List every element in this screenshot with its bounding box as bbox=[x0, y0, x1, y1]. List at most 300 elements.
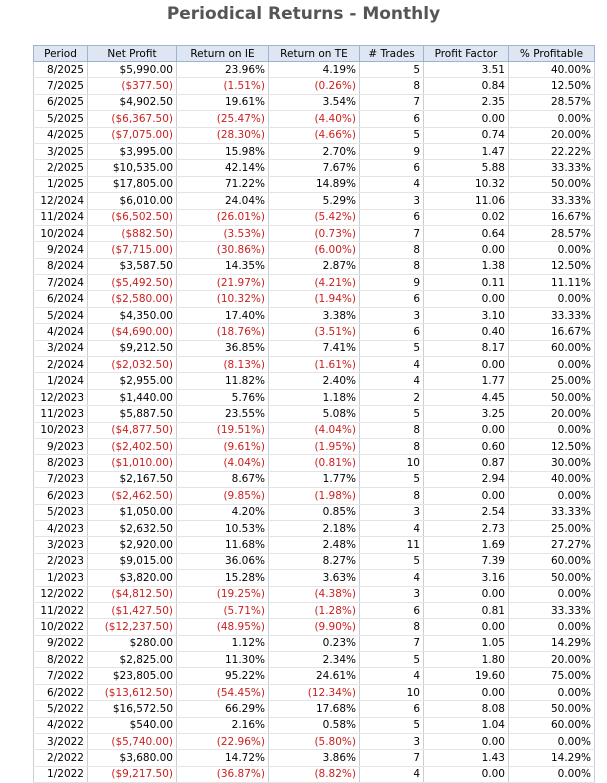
trades-cell: 5 bbox=[360, 127, 424, 143]
period-cell: 4/2025 bbox=[34, 127, 88, 143]
return-on-ie-cell: 23.96% bbox=[177, 62, 269, 78]
trades-cell: 9 bbox=[360, 143, 424, 159]
net-profit-cell: ($7,075.00) bbox=[88, 127, 177, 143]
trades-cell: 11 bbox=[360, 537, 424, 553]
profit-factor-cell: 2.35 bbox=[424, 94, 509, 110]
net-profit-cell: ($4,690.00) bbox=[88, 324, 177, 340]
percent-profitable-cell: 0.00% bbox=[509, 586, 595, 602]
table-row bbox=[34, 570, 595, 586]
header-percent-profitable[interactable]: % Profitable bbox=[509, 46, 595, 62]
trades-cell: 5 bbox=[360, 406, 424, 422]
table-row bbox=[34, 357, 595, 373]
profit-factor-cell: 1.38 bbox=[424, 258, 509, 274]
trades-cell: 3 bbox=[360, 504, 424, 520]
net-profit-cell: $9,015.00 bbox=[88, 553, 177, 569]
percent-profitable-cell: 0.00% bbox=[509, 291, 595, 307]
profit-factor-cell: 0.00 bbox=[424, 766, 509, 782]
net-profit-cell: $3,587.50 bbox=[88, 258, 177, 274]
return-on-te-cell: 2.87% bbox=[269, 258, 360, 274]
net-profit-cell: ($7,715.00) bbox=[88, 242, 177, 258]
profit-factor-cell: 0.00 bbox=[424, 684, 509, 700]
percent-profitable-cell: 0.00% bbox=[509, 684, 595, 700]
percent-profitable-cell: 11.11% bbox=[509, 275, 595, 291]
return-on-te-cell: 3.38% bbox=[269, 307, 360, 323]
period-cell: 9/2023 bbox=[34, 438, 88, 454]
trades-cell: 8 bbox=[360, 242, 424, 258]
return-on-te-cell: (4.38%) bbox=[269, 586, 360, 602]
trades-cell: 8 bbox=[360, 619, 424, 635]
return-on-ie-cell: 11.82% bbox=[177, 373, 269, 389]
return-on-ie-cell: (19.25%) bbox=[177, 586, 269, 602]
period-cell: 1/2022 bbox=[34, 766, 88, 782]
period-cell: 10/2024 bbox=[34, 225, 88, 241]
percent-profitable-cell: 0.00% bbox=[509, 242, 595, 258]
period-cell: 5/2023 bbox=[34, 504, 88, 520]
return-on-te-cell: 2.18% bbox=[269, 520, 360, 536]
percent-profitable-cell: 12.50% bbox=[509, 438, 595, 454]
net-profit-cell: ($6,367.50) bbox=[88, 111, 177, 127]
table-row bbox=[34, 750, 595, 766]
net-profit-cell: $540.00 bbox=[88, 717, 177, 733]
period-cell: 3/2023 bbox=[34, 537, 88, 553]
percent-profitable-cell: 33.33% bbox=[509, 504, 595, 520]
period-cell: 8/2023 bbox=[34, 455, 88, 471]
period-cell: 11/2022 bbox=[34, 602, 88, 618]
trades-cell: 4 bbox=[360, 373, 424, 389]
period-cell: 7/2025 bbox=[34, 78, 88, 94]
percent-profitable-cell: 33.33% bbox=[509, 307, 595, 323]
header-trades[interactable]: # Trades bbox=[360, 46, 424, 62]
trades-cell: 6 bbox=[360, 701, 424, 717]
return-on-ie-cell: 1.12% bbox=[177, 635, 269, 651]
trades-cell: 4 bbox=[360, 357, 424, 373]
return-on-ie-cell: (54.45%) bbox=[177, 684, 269, 700]
table-row bbox=[34, 652, 595, 668]
period-cell: 3/2025 bbox=[34, 143, 88, 159]
trades-cell: 3 bbox=[360, 307, 424, 323]
table-row bbox=[34, 438, 595, 454]
return-on-ie-cell: 11.68% bbox=[177, 537, 269, 553]
percent-profitable-cell: 20.00% bbox=[509, 127, 595, 143]
return-on-te-cell: (8.82%) bbox=[269, 766, 360, 782]
profit-factor-cell: 0.00 bbox=[424, 291, 509, 307]
return-on-ie-cell: (19.51%) bbox=[177, 422, 269, 438]
percent-profitable-cell: 40.00% bbox=[509, 62, 595, 78]
percent-profitable-cell: 75.00% bbox=[509, 668, 595, 684]
period-cell: 10/2022 bbox=[34, 619, 88, 635]
percent-profitable-cell: 50.00% bbox=[509, 701, 595, 717]
trades-cell: 6 bbox=[360, 324, 424, 340]
net-profit-cell: $2,825.00 bbox=[88, 652, 177, 668]
table-row bbox=[34, 619, 595, 635]
return-on-te-cell: 5.29% bbox=[269, 193, 360, 209]
return-on-ie-cell: 15.98% bbox=[177, 143, 269, 159]
period-cell: 2/2024 bbox=[34, 357, 88, 373]
percent-profitable-cell: 25.00% bbox=[509, 373, 595, 389]
return-on-ie-cell: (21.97%) bbox=[177, 275, 269, 291]
period-cell: 7/2022 bbox=[34, 668, 88, 684]
period-cell: 3/2022 bbox=[34, 734, 88, 750]
table-row bbox=[34, 176, 595, 192]
table-row bbox=[34, 127, 595, 143]
return-on-te-cell: 5.08% bbox=[269, 406, 360, 422]
header-net-profit[interactable]: Net Profit bbox=[88, 46, 177, 62]
table-header bbox=[34, 46, 595, 62]
percent-profitable-cell: 40.00% bbox=[509, 471, 595, 487]
header-profit-factor[interactable]: Profit Factor bbox=[424, 46, 509, 62]
trades-cell: 7 bbox=[360, 635, 424, 651]
net-profit-cell: $17,805.00 bbox=[88, 176, 177, 192]
return-on-ie-cell: 14.35% bbox=[177, 258, 269, 274]
trades-cell: 3 bbox=[360, 193, 424, 209]
return-on-te-cell: 7.41% bbox=[269, 340, 360, 356]
table-row bbox=[34, 717, 595, 733]
trades-cell: 5 bbox=[360, 471, 424, 487]
return-on-te-cell: 3.86% bbox=[269, 750, 360, 766]
period-cell: 6/2024 bbox=[34, 291, 88, 307]
period-cell: 2/2022 bbox=[34, 750, 88, 766]
percent-profitable-cell: 25.00% bbox=[509, 520, 595, 536]
period-cell: 2/2023 bbox=[34, 553, 88, 569]
return-on-ie-cell: (25.47%) bbox=[177, 111, 269, 127]
trades-cell: 2 bbox=[360, 389, 424, 405]
table-row bbox=[34, 504, 595, 520]
return-on-ie-cell: (30.86%) bbox=[177, 242, 269, 258]
net-profit-cell: $2,167.50 bbox=[88, 471, 177, 487]
net-profit-cell: $1,050.00 bbox=[88, 504, 177, 520]
period-cell: 8/2025 bbox=[34, 62, 88, 78]
trades-cell: 5 bbox=[360, 340, 424, 356]
period-cell: 5/2024 bbox=[34, 307, 88, 323]
percent-profitable-cell: 28.57% bbox=[509, 225, 595, 241]
return-on-te-cell: 4.19% bbox=[269, 62, 360, 78]
net-profit-cell: $4,350.00 bbox=[88, 307, 177, 323]
return-on-ie-cell: 8.67% bbox=[177, 471, 269, 487]
percent-profitable-cell: 16.67% bbox=[509, 209, 595, 225]
period-cell: 6/2022 bbox=[34, 684, 88, 700]
percent-profitable-cell: 33.33% bbox=[509, 193, 595, 209]
return-on-te-cell: (1.61%) bbox=[269, 357, 360, 373]
table-row bbox=[34, 422, 595, 438]
profit-factor-cell: 1.69 bbox=[424, 537, 509, 553]
table-row bbox=[34, 553, 595, 569]
table-row bbox=[34, 258, 595, 274]
profit-factor-cell: 0.00 bbox=[424, 242, 509, 258]
return-on-ie-cell: 42.14% bbox=[177, 160, 269, 176]
return-on-te-cell: (1.28%) bbox=[269, 602, 360, 618]
trades-cell: 7 bbox=[360, 225, 424, 241]
return-on-ie-cell: (3.53%) bbox=[177, 225, 269, 241]
profit-factor-cell: 0.00 bbox=[424, 734, 509, 750]
percent-profitable-cell: 50.00% bbox=[509, 570, 595, 586]
percent-profitable-cell: 0.00% bbox=[509, 734, 595, 750]
return-on-ie-cell: 5.76% bbox=[177, 389, 269, 405]
trades-cell: 5 bbox=[360, 62, 424, 78]
profit-factor-cell: 2.94 bbox=[424, 471, 509, 487]
trades-cell: 7 bbox=[360, 750, 424, 766]
return-on-ie-cell: (22.96%) bbox=[177, 734, 269, 750]
net-profit-cell: $6,010.00 bbox=[88, 193, 177, 209]
period-cell: 12/2024 bbox=[34, 193, 88, 209]
profit-factor-cell: 3.25 bbox=[424, 406, 509, 422]
profit-factor-cell: 4.45 bbox=[424, 389, 509, 405]
trades-cell: 9 bbox=[360, 275, 424, 291]
table-row bbox=[34, 455, 595, 471]
return-on-te-cell: (1.94%) bbox=[269, 291, 360, 307]
return-on-ie-cell: (28.30%) bbox=[177, 127, 269, 143]
return-on-te-cell: 1.77% bbox=[269, 471, 360, 487]
net-profit-cell: ($6,502.50) bbox=[88, 209, 177, 225]
table-row bbox=[34, 668, 595, 684]
period-cell: 12/2023 bbox=[34, 389, 88, 405]
table-row bbox=[34, 520, 595, 536]
period-cell: 3/2024 bbox=[34, 340, 88, 356]
trades-cell: 8 bbox=[360, 258, 424, 274]
net-profit-cell: ($2,402.50) bbox=[88, 438, 177, 454]
return-on-ie-cell: 66.29% bbox=[177, 701, 269, 717]
return-on-ie-cell: 23.55% bbox=[177, 406, 269, 422]
trades-cell: 5 bbox=[360, 553, 424, 569]
table-row bbox=[34, 324, 595, 340]
return-on-te-cell: (12.34%) bbox=[269, 684, 360, 700]
profit-factor-cell: 0.02 bbox=[424, 209, 509, 225]
return-on-te-cell: 7.67% bbox=[269, 160, 360, 176]
return-on-ie-cell: 2.16% bbox=[177, 717, 269, 733]
profit-factor-cell: 10.32 bbox=[424, 176, 509, 192]
percent-profitable-cell: 22.22% bbox=[509, 143, 595, 159]
return-on-ie-cell: (4.04%) bbox=[177, 455, 269, 471]
table-row bbox=[34, 602, 595, 618]
return-on-te-cell: (4.66%) bbox=[269, 127, 360, 143]
profit-factor-cell: 0.00 bbox=[424, 586, 509, 602]
table-row bbox=[34, 94, 595, 110]
period-cell: 7/2024 bbox=[34, 275, 88, 291]
return-on-te-cell: 14.89% bbox=[269, 176, 360, 192]
percent-profitable-cell: 0.00% bbox=[509, 488, 595, 504]
trades-cell: 8 bbox=[360, 438, 424, 454]
profit-factor-cell: 1.47 bbox=[424, 143, 509, 159]
header-return-on-ie[interactable]: Return on IE bbox=[177, 46, 269, 62]
trades-cell: 6 bbox=[360, 209, 424, 225]
net-profit-cell: ($4,877.50) bbox=[88, 422, 177, 438]
net-profit-cell: $3,820.00 bbox=[88, 570, 177, 586]
profit-factor-cell: 0.81 bbox=[424, 602, 509, 618]
net-profit-cell: $2,920.00 bbox=[88, 537, 177, 553]
period-cell: 1/2024 bbox=[34, 373, 88, 389]
net-profit-cell: $9,212.50 bbox=[88, 340, 177, 356]
return-on-te-cell: (1.95%) bbox=[269, 438, 360, 454]
period-cell: 1/2023 bbox=[34, 570, 88, 586]
return-on-te-cell: (1.98%) bbox=[269, 488, 360, 504]
percent-profitable-cell: 16.67% bbox=[509, 324, 595, 340]
percent-profitable-cell: 12.50% bbox=[509, 258, 595, 274]
return-on-te-cell: (4.21%) bbox=[269, 275, 360, 291]
period-cell: 6/2025 bbox=[34, 94, 88, 110]
net-profit-cell: $1,440.00 bbox=[88, 389, 177, 405]
profit-factor-cell: 0.74 bbox=[424, 127, 509, 143]
return-on-ie-cell: (9.85%) bbox=[177, 488, 269, 504]
profit-factor-cell: 0.00 bbox=[424, 111, 509, 127]
profit-factor-cell: 8.08 bbox=[424, 701, 509, 717]
table-row bbox=[34, 406, 595, 422]
profit-factor-cell: 1.05 bbox=[424, 635, 509, 651]
net-profit-cell: $5,990.00 bbox=[88, 62, 177, 78]
return-on-te-cell: (4.40%) bbox=[269, 111, 360, 127]
return-on-te-cell: 2.70% bbox=[269, 143, 360, 159]
net-profit-cell: ($5,492.50) bbox=[88, 275, 177, 291]
return-on-ie-cell: 95.22% bbox=[177, 668, 269, 684]
period-cell: 6/2023 bbox=[34, 488, 88, 504]
percent-profitable-cell: 60.00% bbox=[509, 553, 595, 569]
return-on-te-cell: (0.73%) bbox=[269, 225, 360, 241]
report-title: Periodical Returns - Monthly bbox=[166, 4, 441, 24]
trades-cell: 10 bbox=[360, 684, 424, 700]
return-on-ie-cell: 19.61% bbox=[177, 94, 269, 110]
period-cell: 4/2022 bbox=[34, 717, 88, 733]
return-on-te-cell: (0.26%) bbox=[269, 78, 360, 94]
header-period[interactable]: Period bbox=[34, 46, 88, 62]
table-row bbox=[34, 586, 595, 602]
table-row bbox=[34, 340, 595, 356]
percent-profitable-cell: 33.33% bbox=[509, 160, 595, 176]
trades-cell: 8 bbox=[360, 488, 424, 504]
trades-cell: 6 bbox=[360, 111, 424, 127]
return-on-te-cell: 2.48% bbox=[269, 537, 360, 553]
table-row bbox=[34, 684, 595, 700]
period-cell: 2/2025 bbox=[34, 160, 88, 176]
return-on-te-cell: (5.80%) bbox=[269, 734, 360, 750]
percent-profitable-cell: 50.00% bbox=[509, 389, 595, 405]
trades-cell: 6 bbox=[360, 602, 424, 618]
net-profit-cell: $2,955.00 bbox=[88, 373, 177, 389]
percent-profitable-cell: 60.00% bbox=[509, 717, 595, 733]
return-on-ie-cell: (9.61%) bbox=[177, 438, 269, 454]
return-on-ie-cell: 4.20% bbox=[177, 504, 269, 520]
return-on-ie-cell: (8.13%) bbox=[177, 357, 269, 373]
return-on-te-cell: 8.27% bbox=[269, 553, 360, 569]
return-on-ie-cell: 15.28% bbox=[177, 570, 269, 586]
return-on-te-cell: (3.51%) bbox=[269, 324, 360, 340]
profit-factor-cell: 11.06 bbox=[424, 193, 509, 209]
return-on-te-cell: 0.85% bbox=[269, 504, 360, 520]
profit-factor-cell: 2.54 bbox=[424, 504, 509, 520]
net-profit-cell: ($2,032.50) bbox=[88, 357, 177, 373]
net-profit-cell: ($1,010.00) bbox=[88, 455, 177, 471]
table-row bbox=[34, 111, 595, 127]
percent-profitable-cell: 14.29% bbox=[509, 750, 595, 766]
period-cell: 11/2023 bbox=[34, 406, 88, 422]
return-on-ie-cell: 71.22% bbox=[177, 176, 269, 192]
table-row bbox=[34, 209, 595, 225]
profit-factor-cell: 3.10 bbox=[424, 307, 509, 323]
table-row bbox=[34, 488, 595, 504]
return-on-ie-cell: (5.71%) bbox=[177, 602, 269, 618]
return-on-ie-cell: 14.72% bbox=[177, 750, 269, 766]
header-return-on-te[interactable]: Return on TE bbox=[269, 46, 360, 62]
percent-profitable-cell: 30.00% bbox=[509, 455, 595, 471]
table-row bbox=[34, 373, 595, 389]
percent-profitable-cell: 20.00% bbox=[509, 406, 595, 422]
period-cell: 10/2023 bbox=[34, 422, 88, 438]
table-row bbox=[34, 275, 595, 291]
table-row bbox=[34, 471, 595, 487]
table-row bbox=[34, 537, 595, 553]
net-profit-cell: ($1,427.50) bbox=[88, 602, 177, 618]
percent-profitable-cell: 27.27% bbox=[509, 537, 595, 553]
table-row bbox=[34, 291, 595, 307]
percent-profitable-cell: 0.00% bbox=[509, 766, 595, 782]
percent-profitable-cell: 0.00% bbox=[509, 357, 595, 373]
percent-profitable-cell: 0.00% bbox=[509, 422, 595, 438]
period-cell: 1/2025 bbox=[34, 176, 88, 192]
table-row bbox=[34, 78, 595, 94]
period-cell: 4/2023 bbox=[34, 520, 88, 536]
trades-cell: 4 bbox=[360, 520, 424, 536]
profit-factor-cell: 0.40 bbox=[424, 324, 509, 340]
return-on-ie-cell: 36.85% bbox=[177, 340, 269, 356]
net-profit-cell: $3,995.00 bbox=[88, 143, 177, 159]
period-cell: 9/2022 bbox=[34, 635, 88, 651]
return-on-ie-cell: 11.30% bbox=[177, 652, 269, 668]
period-cell: 11/2024 bbox=[34, 209, 88, 225]
return-on-te-cell: 2.34% bbox=[269, 652, 360, 668]
period-cell: 12/2022 bbox=[34, 586, 88, 602]
net-profit-cell: ($4,812.50) bbox=[88, 586, 177, 602]
return-on-te-cell: 3.54% bbox=[269, 94, 360, 110]
net-profit-cell: $2,632.50 bbox=[88, 520, 177, 536]
table-row bbox=[34, 62, 595, 78]
trades-cell: 4 bbox=[360, 570, 424, 586]
return-on-te-cell: 0.23% bbox=[269, 635, 360, 651]
trades-cell: 5 bbox=[360, 717, 424, 733]
return-on-te-cell: (0.81%) bbox=[269, 455, 360, 471]
period-cell: 8/2022 bbox=[34, 652, 88, 668]
profit-factor-cell: 8.17 bbox=[424, 340, 509, 356]
net-profit-cell: ($882.50) bbox=[88, 225, 177, 241]
period-cell: 5/2022 bbox=[34, 701, 88, 717]
return-on-te-cell: (5.42%) bbox=[269, 209, 360, 225]
return-on-te-cell: 2.40% bbox=[269, 373, 360, 389]
return-on-te-cell: 0.58% bbox=[269, 717, 360, 733]
table-row bbox=[34, 242, 595, 258]
profit-factor-cell: 0.87 bbox=[424, 455, 509, 471]
percent-profitable-cell: 50.00% bbox=[509, 176, 595, 192]
net-profit-cell: ($13,612.50) bbox=[88, 684, 177, 700]
profit-factor-cell: 5.88 bbox=[424, 160, 509, 176]
trades-cell: 5 bbox=[360, 652, 424, 668]
net-profit-cell: $3,680.00 bbox=[88, 750, 177, 766]
profit-factor-cell: 0.60 bbox=[424, 438, 509, 454]
profit-factor-cell: 0.00 bbox=[424, 488, 509, 504]
return-on-te-cell: (4.04%) bbox=[269, 422, 360, 438]
table-row bbox=[34, 307, 595, 323]
percent-profitable-cell: 20.00% bbox=[509, 652, 595, 668]
table-row bbox=[34, 143, 595, 159]
table-row bbox=[34, 734, 595, 750]
net-profit-cell: $10,535.00 bbox=[88, 160, 177, 176]
return-on-te-cell: 17.68% bbox=[269, 701, 360, 717]
trades-cell: 6 bbox=[360, 160, 424, 176]
profit-factor-cell: 1.80 bbox=[424, 652, 509, 668]
period-cell: 7/2023 bbox=[34, 471, 88, 487]
trades-cell: 4 bbox=[360, 766, 424, 782]
percent-profitable-cell: 28.57% bbox=[509, 94, 595, 110]
table-row bbox=[34, 389, 595, 405]
percent-profitable-cell: 33.33% bbox=[509, 602, 595, 618]
trades-cell: 7 bbox=[360, 94, 424, 110]
period-cell: 8/2024 bbox=[34, 258, 88, 274]
profit-factor-cell: 0.00 bbox=[424, 357, 509, 373]
